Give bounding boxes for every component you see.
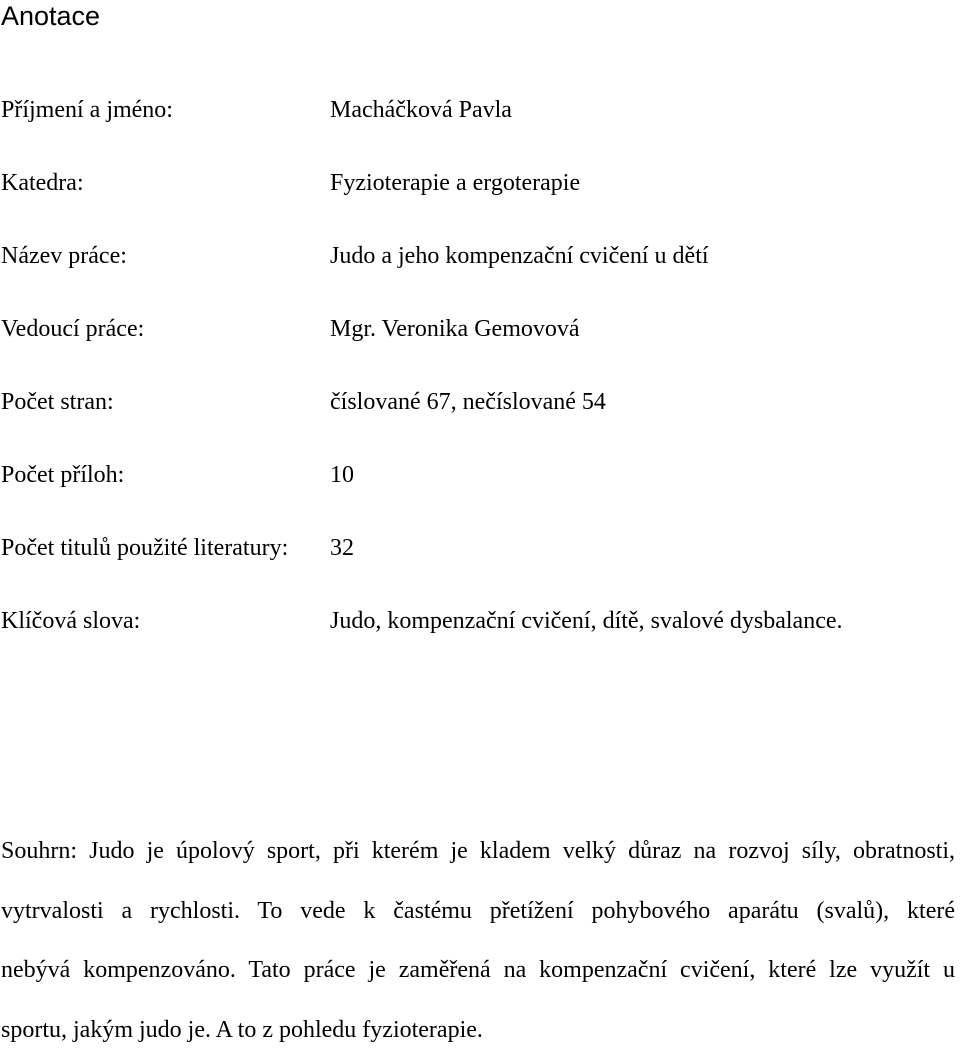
field-references-value: 32 (330, 534, 354, 562)
field-references-label: Počet titulů použité literatury: (1, 534, 288, 562)
field-thesis-title-value: Judo a jeho kompenzační cvičení u dětí (330, 242, 709, 270)
field-department-label: Katedra: (1, 169, 84, 197)
field-attachments-value: 10 (330, 461, 354, 489)
field-surname-value: Macháčková Pavla (330, 96, 512, 124)
summary-paragraph (1, 822, 955, 1060)
field-surname-label: Příjmení a jméno: (1, 96, 173, 124)
summary-line: nebývá kompenzováno. Tato práce je zaměřená na kompenzační cvičení, které lze využít u (1, 941, 955, 1001)
field-thesis-title-label: Název práce: (1, 242, 127, 270)
field-supervisor-label: Vedoucí práce: (1, 315, 144, 343)
field-keywords-label: Klíčová slova: (1, 607, 140, 635)
summary-line: sportu, jakým judo je. A to z pohledu fyzioterapie. (1, 1001, 955, 1060)
summary-line: Souhrn: Judo je úpolový sport, při kterém je kladem velký důraz na rozvoj síly, obratnosti, (1, 822, 955, 882)
field-supervisor-value: Mgr. Veronika Gemovová (330, 315, 580, 343)
field-pages-label: Počet stran: (1, 388, 114, 416)
field-department-value: Fyzioterapie a ergoterapie (330, 169, 580, 197)
field-attachments-label: Počet příloh: (1, 461, 124, 489)
page-title: Anotace (1, 0, 100, 33)
summary-line: vytrvalosti a rychlosti. To vede k častému přetížení pohybového aparátu (svalů), které (1, 882, 955, 942)
field-pages-value: číslované 67, nečíslované 54 (330, 388, 606, 416)
field-keywords-value: Judo, kompenzační cvičení, dítě, svalové dysbalance. (330, 607, 843, 635)
